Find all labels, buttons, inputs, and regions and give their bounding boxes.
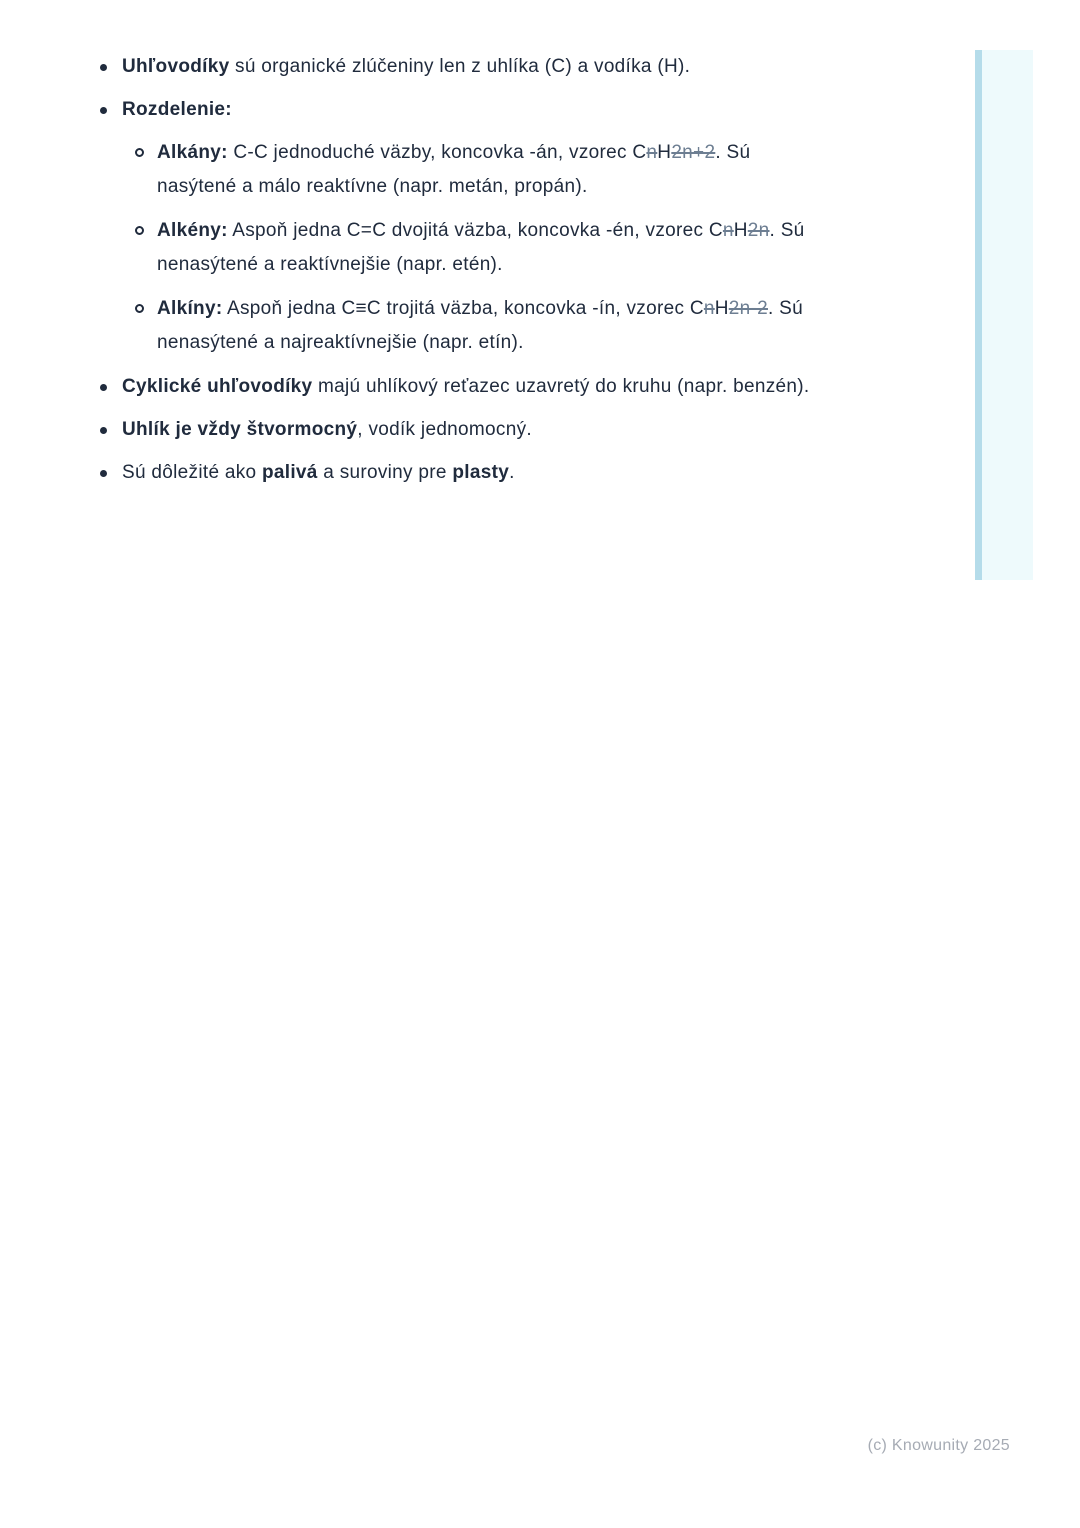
sub-list-item <box>135 292 822 360</box>
text-normal: . <box>509 462 515 483</box>
text-bold: Uhlík je vždy štvormocný <box>122 419 358 440</box>
text-bold: plasty <box>452 462 510 483</box>
text-normal: a suroviny pre <box>317 462 453 483</box>
bullet-circle-icon <box>135 148 144 157</box>
text-normal: . Sú nenasýtené a reaktívnejšie (napr. etén). <box>157 220 805 275</box>
bullet-dot-icon <box>100 107 107 114</box>
text-normal: H <box>714 298 729 319</box>
bullet-circle-icon <box>135 304 144 313</box>
text-normal: Aspoň jedna C≡C trojitá väzba, koncovka -ín, vzorec C <box>222 298 704 319</box>
text-strikethrough: n <box>646 142 658 163</box>
text-normal: majú uhlíkový reťazec uzavretý do kruhu (napr. benzén). <box>312 376 810 397</box>
list-item <box>100 413 822 447</box>
text-normal: C-C jednoduché väzby, koncovka -án, vzorec C <box>227 142 647 163</box>
list-item <box>100 456 822 490</box>
bullet-dot-icon <box>100 427 107 434</box>
text-normal: Sú dôležité ako <box>122 462 262 483</box>
text-bold: palivá <box>262 462 318 483</box>
list-item-text <box>122 370 822 404</box>
text-strikethrough: n <box>722 220 734 241</box>
text-normal: Aspoň jedna C=C dvojitá väzba, koncovka -én, vzorec C <box>227 220 723 241</box>
text-strikethrough: 2n-2 <box>728 298 768 319</box>
text-normal: . Sú nenasýtené a najreaktívnejšie (napr. etín). <box>157 298 803 353</box>
list-item-text <box>122 413 822 447</box>
text-normal: sú organické zlúčeniny len z uhlíka (C) a vodíka (H). <box>229 56 691 77</box>
list-item-text <box>122 456 822 490</box>
text-normal: , vodík jednomocný. <box>357 419 532 440</box>
text-bold: Alkény: <box>157 220 228 241</box>
text-normal: . Sú nasýtené a málo reaktívne (napr. metán, propán). <box>157 142 751 197</box>
right-highlight-bar <box>975 50 1033 580</box>
bullet-dot-icon <box>100 470 107 477</box>
text-normal: H <box>657 142 672 163</box>
sub-list-item <box>135 136 822 204</box>
list-item <box>100 50 822 84</box>
bullet-dot-icon <box>100 64 107 71</box>
text-bold: Alkány: <box>157 142 228 163</box>
document-body <box>100 50 822 499</box>
list-item <box>100 370 822 404</box>
text-bold: Cyklické uhľovodíky <box>122 376 313 397</box>
list-item <box>100 93 822 127</box>
text-normal: H <box>733 220 748 241</box>
text-bold: Uhľovodíky <box>122 56 230 77</box>
bullet-circle-icon <box>135 226 144 235</box>
list-item-text <box>157 136 822 204</box>
list-item-text <box>157 292 822 360</box>
sub-list-item <box>135 214 822 282</box>
text-strikethrough: 2n <box>747 220 770 241</box>
footer-copyright: (c) Knowunity 2025 <box>867 1437 1010 1454</box>
text-strikethrough: 2n+2 <box>671 142 716 163</box>
text-strikethrough: n <box>703 298 715 319</box>
text-bold: Alkíny: <box>157 298 223 319</box>
text-bold: Rozdelenie: <box>122 99 232 120</box>
list-item-text <box>122 93 822 127</box>
list-item-text <box>122 50 822 84</box>
list-item-text <box>157 214 822 282</box>
bullet-dot-icon <box>100 384 107 391</box>
